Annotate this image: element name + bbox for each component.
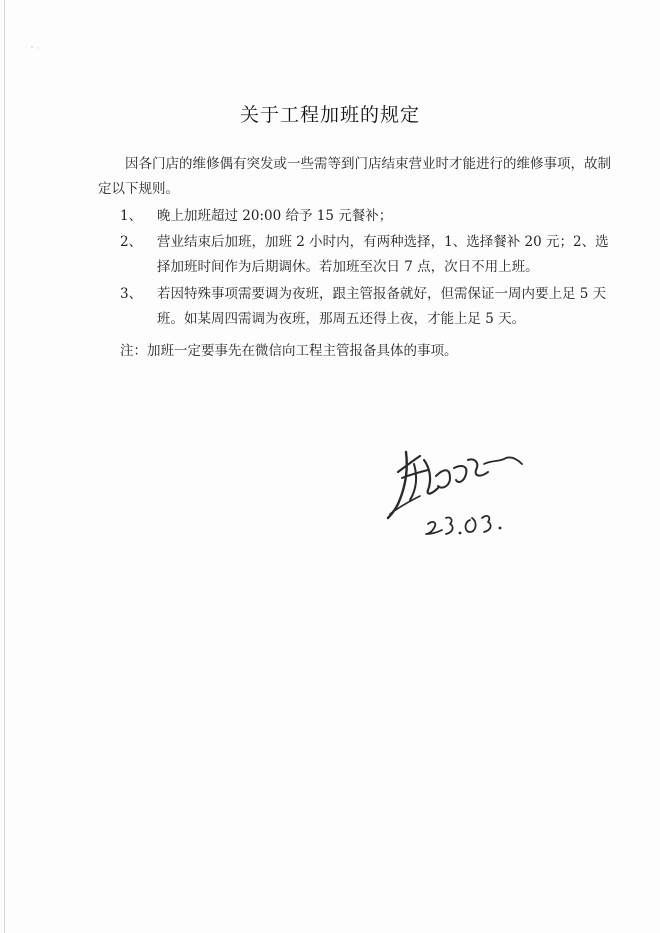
document-title: 关于工程加班的规定 [239, 104, 420, 126]
rule-text: 若因特殊事项需要调为夜班，跟主管报备就好，但需保证一周内要上足 5 天班。如某周四需调为夜班，那周五还得上夜，才能上足 5 天。 [157, 286, 607, 327]
rule-number: 2、 [120, 234, 143, 250]
rule-item-2 [120, 230, 620, 280]
note-line: 注：加班一定要事先在微信向工程主管报备具体的事项。 [120, 343, 458, 359]
rule-text: 晚上加班超过 20:00 给予 15 元餐补； [157, 208, 393, 224]
rule-number: 3、 [120, 286, 143, 302]
scan-specks [30, 42, 40, 52]
handwritten-signature [384, 438, 534, 548]
rule-item-3 [120, 282, 620, 332]
intro-paragraph: 因各门店的维修偶有突发或一些需等到门店结束营业时才能进行的维修事项，故制定以下规则。 [98, 156, 611, 197]
rule-number: 1、 [120, 208, 143, 224]
rule-item-1 [120, 204, 620, 229]
page-edge-line [4, 0, 5, 933]
rule-text: 营业结束后加班，加班 2 小时内，有两种选择，1、选择餐补 20 元；2、选择加班时间作为后期调休。若加班至次日 7 点，次日不用上班。 [157, 234, 609, 275]
